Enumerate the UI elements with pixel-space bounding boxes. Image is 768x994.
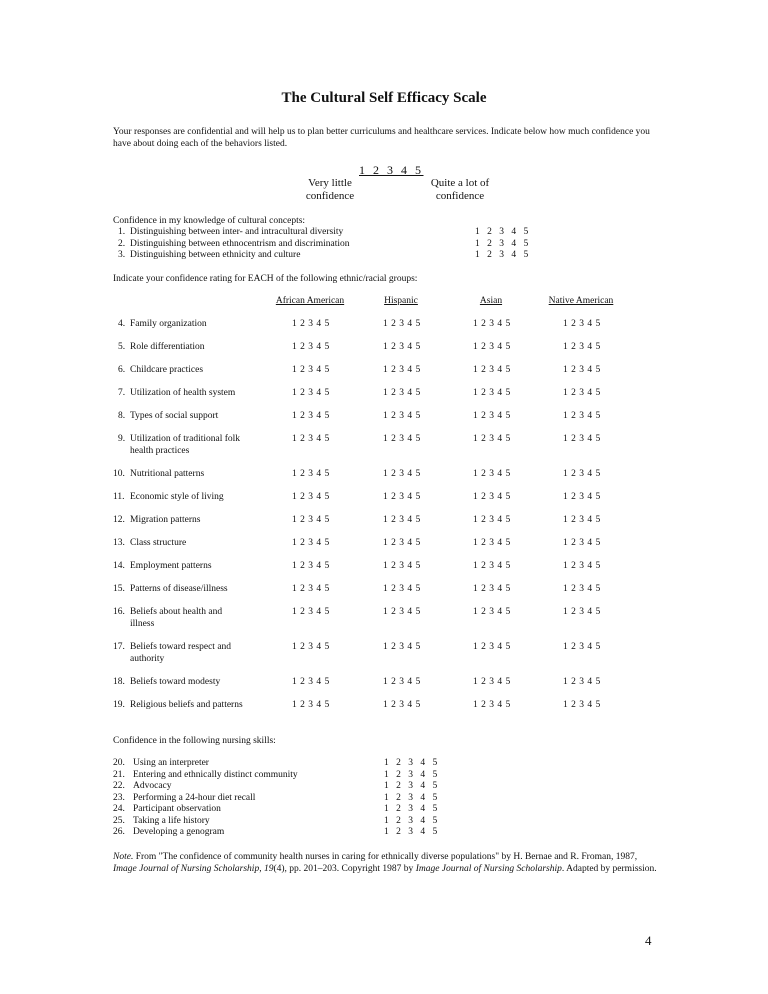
concept-item-text: Distinguishing between inter- and intracultural diversity (130, 227, 344, 237)
rating-cell: 1 2 3 4 5 (292, 677, 330, 687)
rating-cell: 1 2 3 4 5 (383, 469, 421, 479)
group-item-number: 7. (118, 388, 126, 398)
rating-cell: 1 2 3 4 5 (473, 584, 511, 594)
rating-cell: 1 2 3 4 5 (383, 411, 421, 421)
group-item-text: Migration patterns (130, 515, 201, 525)
rating-cell: 1 2 3 4 5 (473, 677, 511, 687)
rating-cell: 1 2 3 4 5 (473, 492, 511, 502)
scale-low-label: Very little confidence (305, 177, 355, 202)
skill-item-number: 22. (113, 781, 125, 791)
skill-item-rating: 1 2 3 4 5 (384, 769, 440, 780)
rating-cell: 1 2 3 4 5 (292, 561, 330, 571)
group-item-text: Utilization of traditional folk health practices (130, 434, 241, 456)
rating-cell: 1 2 3 4 5 (292, 492, 330, 502)
group-item-number: 12. (113, 515, 125, 525)
rating-cell: 1 2 3 4 5 (383, 388, 421, 398)
rating-cell: 1 2 3 4 5 (563, 642, 601, 652)
skill-item-rating: 1 2 3 4 5 (384, 781, 440, 791)
rating-cell: 1 2 3 4 5 (563, 342, 601, 352)
group-item-text: Nutritional patterns (130, 469, 205, 479)
group-item-text: Types of social support (130, 411, 219, 421)
concept-item-rating: 1 2 3 4 5 (475, 250, 531, 260)
group-item-text: Patterns of disease/illness (130, 584, 228, 594)
note-label: Note. (113, 852, 134, 862)
rating-cell: 1 2 3 4 5 (383, 434, 421, 444)
rating-cell: 1 2 3 4 5 (563, 365, 601, 375)
concept-item-number: 3. (118, 250, 126, 260)
page-number: 4 (645, 933, 652, 948)
rating-cell: 1 2 3 4 5 (473, 342, 511, 352)
rating-cell: 1 2 3 4 5 (383, 677, 421, 687)
skill-item-number: 23. (113, 792, 125, 803)
note-journal-2: Image Journal of Nursing Scholarship (415, 864, 562, 874)
section2-heading: Indicate your confidence rating for EACH of the following ethnic/racial groups: (113, 274, 418, 284)
rating-cell: 1 2 3 4 5 (563, 700, 601, 710)
citation-note (113, 851, 658, 875)
scale-high-label: Quite a lot of confidence (430, 177, 490, 202)
skill-item-rating: 1 2 3 4 5 (384, 758, 440, 768)
rating-cell: 1 2 3 4 5 (473, 469, 511, 479)
rating-cell: 1 2 3 4 5 (383, 365, 421, 375)
group-item-number: 6. (118, 365, 126, 375)
group-item-number: 10. (113, 469, 125, 479)
group-item-text: Role differentiation (130, 342, 205, 352)
rating-cell: 1 2 3 4 5 (292, 538, 330, 548)
skill-item-text: Taking a life history (133, 815, 210, 826)
rating-cell: 1 2 3 4 5 (563, 584, 601, 594)
group-item-text: Employment patterns (130, 561, 212, 571)
rating-cell: 1 2 3 4 5 (292, 319, 330, 329)
rating-cell: 1 2 3 4 5 (563, 434, 601, 444)
concept-item-rating: 1 2 3 4 5 (475, 227, 531, 237)
rating-cell: 1 2 3 4 5 (292, 469, 330, 479)
skill-item-text: Participant observation (133, 804, 221, 814)
rating-cell: 1 2 3 4 5 (383, 319, 421, 329)
group-item-number: 9. (118, 434, 126, 444)
note-text-1: From "The confidence of community health nurses in caring for ethnically diverse populations" by H. Bernae and R. Froman, 1987, (133, 852, 638, 862)
rating-cell: 1 2 3 4 5 (473, 538, 511, 548)
rating-cell: 1 2 3 4 5 (563, 561, 601, 571)
intro-paragraph: Your responses are confidential and will help us to plan better curriculums and healthcare services. Indicate below how much confidence you have about doing each of the behaviors listed. (113, 127, 650, 149)
rating-cell: 1 2 3 4 5 (563, 538, 601, 548)
group-item-number: 13. (113, 538, 125, 548)
rating-cell: 1 2 3 4 5 (563, 492, 601, 502)
skill-item-text: Advocacy (133, 781, 172, 791)
group-item-number: 11. (113, 492, 125, 502)
section1-heading: Confidence in my knowledge of cultural concepts: (113, 216, 306, 226)
note-text-3: . Adapted by permission. (561, 864, 657, 874)
note-text-2: (4), pp. 201–203. Copyright 1987 by (273, 864, 416, 874)
page-title: The Cultural Self Efficacy Scale (281, 90, 487, 106)
rating-cell: 1 2 3 4 5 (292, 584, 330, 594)
group-item-text: Childcare practices (130, 365, 204, 375)
skill-item-text: Developing a genogram (133, 827, 225, 837)
rating-cell: 1 2 3 4 5 (473, 319, 511, 329)
group-item-text: Beliefs toward modesty (130, 677, 221, 687)
rating-cell: 1 2 3 4 5 (473, 642, 511, 652)
rating-cell: 1 2 3 4 5 (473, 561, 511, 571)
group-item-text: Religious beliefs and patterns (130, 700, 243, 710)
column-header: African American (275, 296, 345, 306)
column-header: Asian (479, 296, 503, 306)
section3-heading: Confidence in the following nursing skills: (113, 736, 276, 746)
rating-cell: 1 2 3 4 5 (292, 642, 330, 652)
skill-item-number: 24. (113, 804, 125, 814)
rating-cell: 1 2 3 4 5 (473, 607, 511, 617)
rating-cell: 1 2 3 4 5 (383, 642, 421, 652)
column-header: Hispanic (384, 296, 418, 306)
skill-item-number: 20. (113, 758, 125, 768)
skill-item-text: Entering and ethnically distinct community (133, 769, 298, 780)
rating-cell: 1 2 3 4 5 (473, 411, 511, 421)
skill-item-rating: 1 2 3 4 5 (384, 804, 440, 814)
rating-cell: 1 2 3 4 5 (292, 700, 330, 710)
rating-cell: 1 2 3 4 5 (563, 515, 601, 525)
group-item-number: 15. (113, 584, 125, 594)
rating-cell: 1 2 3 4 5 (383, 561, 421, 571)
skill-item-text: Performing a 24-hour diet recall (133, 792, 256, 803)
group-item-number: 5. (118, 342, 126, 352)
rating-cell: 1 2 3 4 5 (292, 515, 330, 525)
group-item-text: Utilization of health system (130, 388, 236, 398)
concept-item-number: 1. (118, 227, 126, 237)
skill-item-rating: 1 2 3 4 5 (384, 815, 440, 826)
rating-cell: 1 2 3 4 5 (473, 365, 511, 375)
group-item-number: 4. (118, 319, 126, 329)
note-journal-1: Image Journal of Nursing Scholarship, 19 (113, 864, 274, 874)
rating-cell: 1 2 3 4 5 (473, 434, 511, 444)
group-item-text: Class structure (130, 538, 187, 548)
skill-item-text: Using an interpreter (133, 758, 209, 768)
rating-cell: 1 2 3 4 5 (383, 515, 421, 525)
group-item-number: 16. (113, 607, 125, 617)
concept-item-text: Distinguishing between ethnicity and culture (130, 250, 301, 260)
rating-cell: 1 2 3 4 5 (383, 584, 421, 594)
rating-cell: 1 2 3 4 5 (292, 365, 330, 375)
group-item-number: 14. (113, 561, 125, 571)
group-item-text: Beliefs about health and illness (130, 607, 223, 629)
skill-item-rating: 1 2 3 4 5 (384, 827, 440, 837)
rating-cell: 1 2 3 4 5 (563, 677, 601, 687)
skill-item-rating: 1 2 3 4 5 (384, 792, 440, 803)
skill-item-number: 21. (113, 769, 125, 780)
column-header: Native American (548, 296, 614, 306)
group-item-number: 19. (113, 700, 125, 710)
rating-cell: 1 2 3 4 5 (473, 388, 511, 398)
rating-cell: 1 2 3 4 5 (563, 411, 601, 421)
rating-cell: 1 2 3 4 5 (473, 515, 511, 525)
group-item-text: Family organization (130, 319, 207, 329)
rating-cell: 1 2 3 4 5 (292, 607, 330, 617)
rating-cell: 1 2 3 4 5 (292, 434, 330, 444)
rating-cell: 1 2 3 4 5 (473, 700, 511, 710)
rating-cell: 1 2 3 4 5 (563, 607, 601, 617)
rating-cell: 1 2 3 4 5 (292, 388, 330, 398)
concept-item-number: 2. (118, 238, 126, 249)
scale-numbers: 1 2 3 4 5 (359, 163, 424, 177)
concept-item-rating: 1 2 3 4 5 (475, 238, 531, 249)
rating-cell: 1 2 3 4 5 (383, 538, 421, 548)
group-item-number: 18. (113, 677, 125, 687)
group-item-number: 8. (118, 411, 126, 421)
rating-cell: 1 2 3 4 5 (563, 319, 601, 329)
skill-item-number: 25. (113, 815, 125, 826)
rating-cell: 1 2 3 4 5 (563, 388, 601, 398)
rating-cell: 1 2 3 4 5 (563, 469, 601, 479)
rating-cell: 1 2 3 4 5 (383, 607, 421, 617)
group-item-number: 17. (113, 642, 125, 652)
concept-item-text: Distinguishing between ethnocentrism and discrimination (130, 238, 350, 249)
rating-cell: 1 2 3 4 5 (383, 492, 421, 502)
rating-cell: 1 2 3 4 5 (383, 700, 421, 710)
rating-cell: 1 2 3 4 5 (292, 411, 330, 421)
rating-cell: 1 2 3 4 5 (383, 342, 421, 352)
group-item-text: Economic style of living (130, 492, 224, 502)
skill-item-number: 26. (113, 827, 125, 837)
group-item-text: Beliefs toward respect and authority (130, 642, 232, 664)
rating-cell: 1 2 3 4 5 (292, 342, 330, 352)
